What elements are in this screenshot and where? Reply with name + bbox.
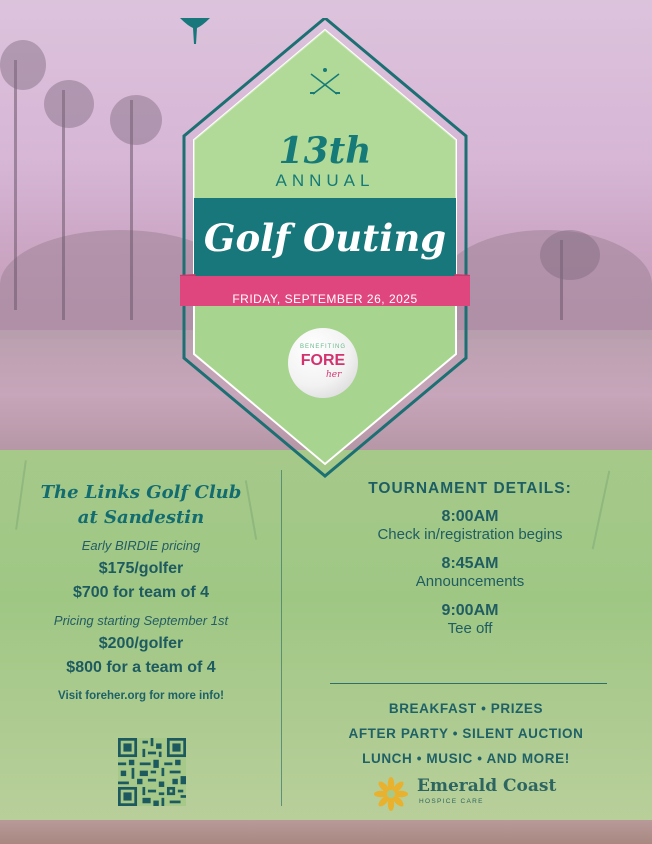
venue-line2: at Sandestin bbox=[77, 507, 205, 528]
venue-line1: The Links Golf Club bbox=[40, 482, 242, 503]
tournament-details-section bbox=[320, 480, 620, 637]
golf-tee-icon bbox=[180, 18, 210, 44]
event-title: Golf Outing bbox=[203, 216, 447, 260]
qr-code-icon[interactable] bbox=[118, 738, 186, 806]
venue-name bbox=[0, 480, 282, 530]
later-team-price: $800 for a team of 4 bbox=[66, 659, 216, 676]
her-logo-text: her bbox=[326, 370, 342, 380]
schedule-event: Tee off bbox=[447, 620, 493, 637]
bottom-strip bbox=[0, 820, 652, 844]
flower-logo-icon bbox=[373, 776, 409, 812]
schedule-item bbox=[320, 508, 620, 543]
extras-line: AFTER PARTY • SILENT AUCTION bbox=[348, 726, 584, 741]
details-heading: TOURNAMENT DETAILS: bbox=[368, 480, 572, 497]
extras-line: LUNCH • MUSIC • AND MORE! bbox=[362, 751, 570, 766]
tree-foliage bbox=[540, 230, 600, 280]
early-pricing-note: Early BIRDIE pricing bbox=[81, 538, 201, 553]
ordinal-title: 13th bbox=[278, 130, 372, 172]
event-extras bbox=[320, 696, 612, 771]
event-badge bbox=[180, 18, 470, 478]
details-divider bbox=[330, 683, 607, 684]
golf-ball-icon bbox=[288, 328, 358, 398]
later-golfer-price: $200/golfer bbox=[98, 635, 184, 652]
tree-foliage bbox=[110, 95, 162, 145]
benefiting-label: BENEFITING bbox=[299, 344, 346, 350]
schedule-time: 8:45AM bbox=[441, 555, 499, 572]
schedule-event: Announcements bbox=[415, 573, 525, 590]
annual-label: ANNUAL bbox=[275, 171, 375, 190]
sponsor-logo bbox=[373, 776, 573, 812]
schedule-time: 9:00AM bbox=[441, 602, 499, 619]
fore-logo-text: FORE bbox=[300, 352, 346, 369]
crossed-golf-clubs-icon bbox=[308, 66, 342, 96]
later-pricing-note: Pricing starting September 1st bbox=[53, 613, 229, 628]
early-golfer-price: $175/golfer bbox=[98, 560, 184, 577]
schedule-time: 8:00AM bbox=[441, 508, 499, 525]
tree-foliage bbox=[0, 40, 46, 90]
sponsor-tagline: HOSPICE CARE bbox=[419, 798, 484, 805]
tree-foliage bbox=[44, 80, 94, 128]
venue-pricing-section bbox=[0, 480, 282, 702]
event-date: FRIDAY, SEPTEMBER 26, 2025 bbox=[232, 292, 418, 306]
schedule-item bbox=[320, 602, 620, 637]
palm-trunk bbox=[14, 60, 17, 310]
schedule-item bbox=[320, 555, 620, 590]
schedule-event: Check in/registration begins bbox=[377, 526, 563, 543]
early-team-price: $700 for team of 4 bbox=[72, 584, 210, 601]
extras-line: BREAKFAST • PRIZES bbox=[388, 701, 544, 716]
visit-link[interactable]: Visit foreher.org for more info! bbox=[58, 690, 224, 702]
sponsor-name: Emerald Coast bbox=[417, 776, 557, 796]
